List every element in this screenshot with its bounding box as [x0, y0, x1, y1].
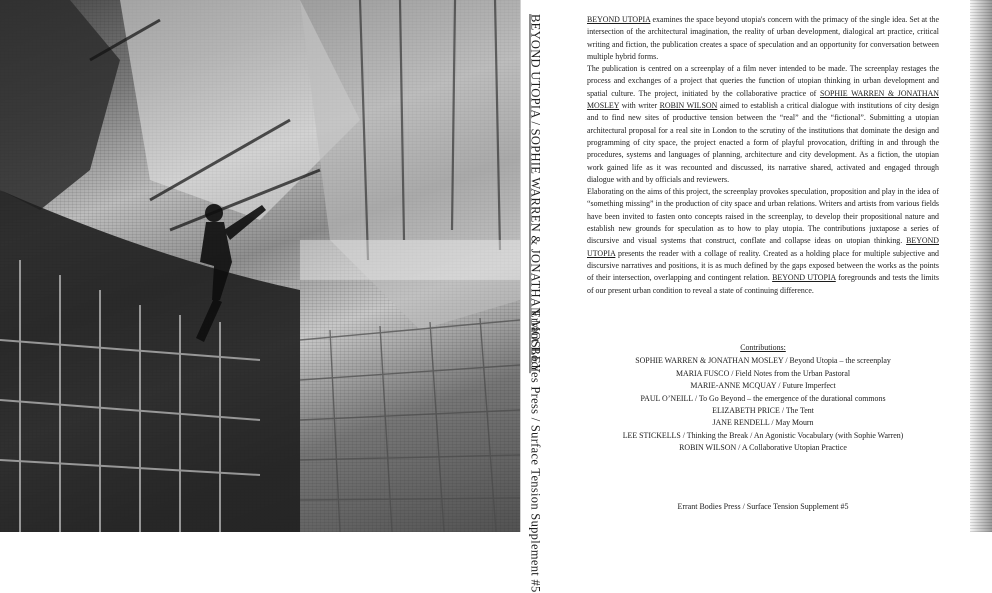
contribution-item: ROBIN WILSON / A Collaborative Utopian Practice: [679, 443, 847, 453]
blurb-paragraph-2: [587, 63, 939, 186]
spine-authors: SOPHIE WARREN & JONATHAN MOSLEY: [528, 128, 543, 374]
contribution-item: ELIZABETH PRICE / The Tent: [712, 406, 814, 416]
blurb-title-ref: BEYOND UTOPIA: [772, 273, 836, 283]
contribution-item: MARIA FUSCO / Field Notes from the Urban Pastoral: [675, 368, 851, 378]
blurb-paragraph-1: [587, 14, 939, 63]
back-cover-blurb: [587, 14, 939, 297]
contributions-list: [587, 342, 939, 455]
contribution-item: MARIE-ANNE MCQUAY / Future Imperfect: [690, 381, 836, 391]
back-cover-publisher-line: Errant Bodies Press / Surface Tension Supplement #5: [677, 502, 849, 511]
contribution-item: JANE RENDELL / May Mourn: [712, 418, 814, 428]
blurb-text: The publication is centred on a screenplay of a film never intended to be made. The screenplay restages the process and exchanges of a project that queries the function of utopian thinking in urban development and spatial culture. The project, initiated by the collaborative practice of: [587, 64, 939, 98]
blurb-text: Elaborating on the aims of this project, the screenplay provokes speculation, proposition and play in the idea of “something missing” in the production of city space and urban relations. Writers and artists from various fields have been invited to fasten onto concepts raised in the screenplay, to develop their propositional nature and establish new grounds for speculation as to how to play utopia. The contributions juxtapose a series of discursive and visual systems that construct, conflate and collapse ideas on utopian thinking.: [587, 187, 939, 246]
contribution-item: SOPHIE WARREN & JONATHAN MOSLEY / Beyond Utopia – the screenplay: [635, 356, 891, 366]
blurb-title-ref: BEYOND UTOPIA: [587, 236, 939, 258]
blurb-authors-ref: SOPHIE WARREN & JONATHAN MOSLEY: [587, 88, 939, 111]
blurb-title-ref: BEYOND UTOPIA: [587, 15, 651, 24]
blurb-text: foregrounds and tests the limits of our present urban condition to reveal a state of continuing difference.: [587, 273, 939, 295]
blurb-text: with writer: [619, 101, 660, 111]
blurb-writer-ref: ROBIN WILSON: [659, 101, 718, 111]
spine-title-text: BEYOND UTOPIA: [528, 14, 543, 119]
blurb-paragraph-3: [587, 186, 939, 297]
front-cover-photo-collage: [0, 0, 520, 532]
spine-separator: /: [528, 118, 543, 129]
blurb-text: examines the space beyond utopia's concern with the primacy of the single idea. Set at the intersection of the architectural imagination, the reality of urban development, dialogical art practice, critical writing and fiction, the publication creates a space of speculation and an opportunity for conversation between multiple hybrid forms.: [587, 15, 939, 61]
blurb-text: presents the reader with a collage of reality. Created as a holding place for multiple subjective and discursive narratives and positions, it is as much defined by the gaps exposed between the works as the points of their intersection, overlapping and contingent relation.: [587, 248, 939, 283]
spine-publisher: Errant Bodies Press / Surface Tension Supplement #5: [528, 310, 543, 593]
wraparound-photo-edge: [970, 0, 992, 532]
book-spine: [520, 0, 566, 593]
back-cover: [565, 0, 992, 532]
contributions-heading: Contributions:: [740, 343, 786, 352]
blurb-text: aimed to establish a critical dialogue with institutions of city design and to find new sites of productive tension between the “real” and the “fictional”. Submitting a utopian architectural proposal for a real site in London to the scrutiny of the institutions that dominate the design and programming of city space, the project enacted a form of playful provocation, drifting in and through the procedures, systems and languages of planning, architecture and city development. As a fiction, the utopian work gained life as it was recounted and discussed, its narrative shared, activated and engaged through dialogue with and by officials and reviewers.: [587, 101, 939, 184]
contribution-item: PAUL O’NEILL / To Go Beyond – the emergence of the durational commons: [640, 393, 886, 403]
collage-artwork: [0, 0, 520, 532]
contribution-item: LEE STICKELLS / Thinking the Break / An Agonistic Vocabulary (with Sophie Warren): [622, 430, 904, 440]
